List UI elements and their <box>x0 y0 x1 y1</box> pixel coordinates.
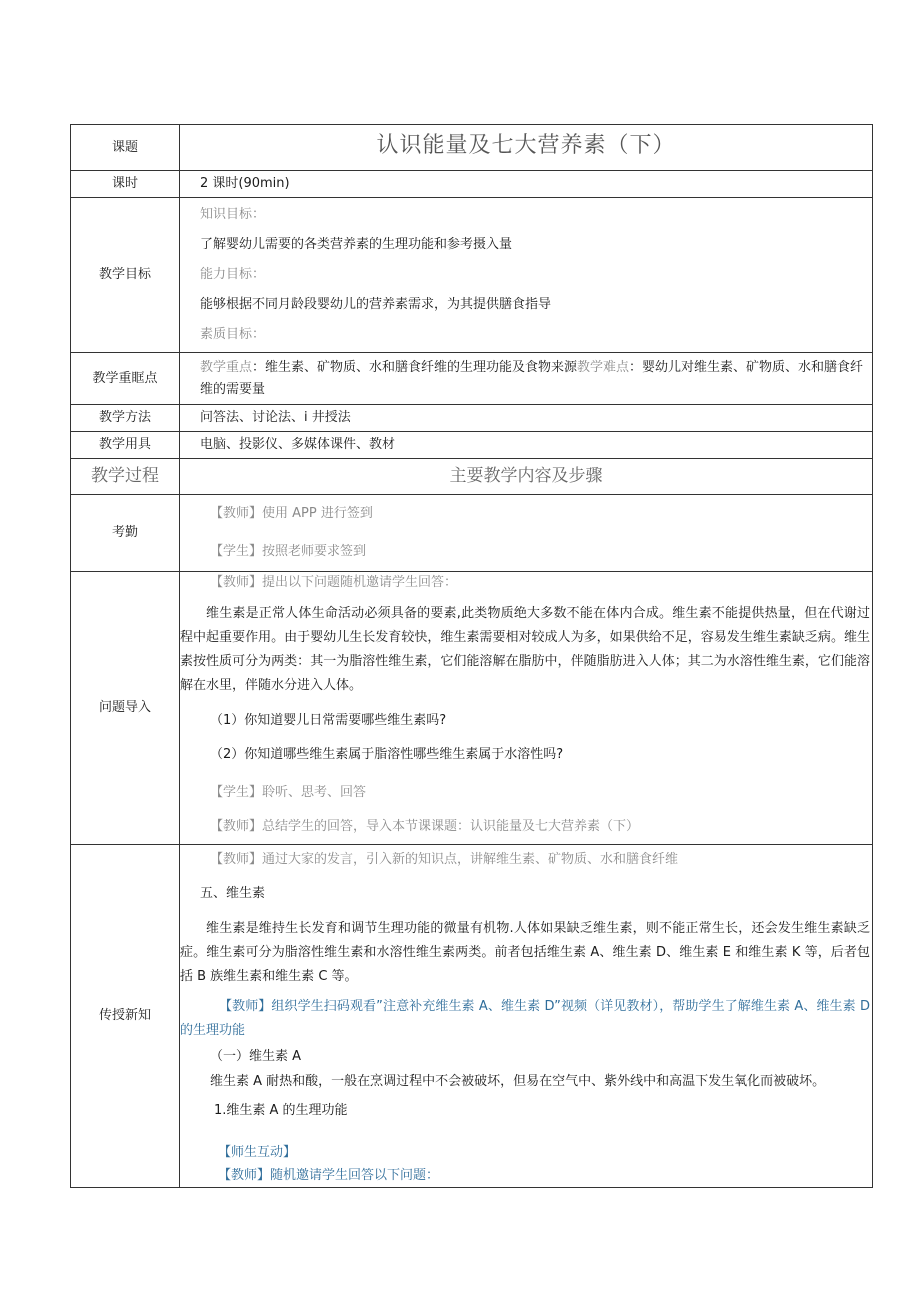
focus-text: ：维生素、矿物质、水和膳食纤维的生理功能及食物来源 <box>252 359 578 375</box>
quality-heading: 素质目标： <box>200 327 266 342</box>
lesson-plan-table <box>70 124 873 1188</box>
function-title: 1.维生素 A 的生理功能 <box>214 1103 348 1118</box>
hours-value: 2 课时(90min) <box>180 171 873 198</box>
process-header-right: 主要教学内容及步骤 <box>449 465 603 486</box>
teacher-video: 【教师】组织学生扫码观看”注意补充维生素 A、维生素 D”视频（详见教材），帮助学生了解维生素 A、维生素 D 的生理功能 <box>180 999 870 1038</box>
process-header-row <box>71 459 873 495</box>
subsection-vitamin-a: （一）维生素 A <box>210 1049 302 1064</box>
ability-heading: 能力目标： <box>200 267 266 282</box>
tools-row <box>71 432 873 459</box>
intro-teacher-prompt: 【教师】提出以下问题随机邀请学生回答： <box>210 575 458 590</box>
topic-label: 课题 <box>71 125 180 171</box>
new-teacher-intro: 【教师】通过大家的发言，引入新的知识点，讲解维生素、矿物质、水和膳食纤维 <box>210 852 679 867</box>
new-knowledge-label: 传授新知 <box>71 845 180 1188</box>
attendance-label: 考勤 <box>71 495 180 572</box>
intro-question-2: （2）你知道哪些维生素属于脂溶性哪些维生素属于水溶性吗? <box>210 747 564 762</box>
method-row <box>71 405 873 432</box>
process-header-left: 教学过程 <box>91 465 159 486</box>
hours-row <box>71 171 873 198</box>
topic-row <box>71 125 873 171</box>
attendance-student: 【学生】按照老师要求签到 <box>210 544 367 559</box>
vitamin-paragraph: 维生素是维持生长发育和调节生理功能的微量有机物.人体如果缺乏维生素，则不能正常生长，还会发生维生素缺乏症。维生素可分为脂溶性维生素和水溶性维生素两类。前者包括维生素 A、维生素 D、维生素 E 和维生素 K 等，后者包括 B 族维生素和维生素 C 等。 <box>180 921 870 984</box>
attendance-row <box>71 495 873 572</box>
ability-text: 能够根据不同月龄段婴幼儿的营养素需求，为其提供膳食指导 <box>200 297 552 312</box>
method-value: 问答法、讨论法、i 井授法 <box>180 405 873 432</box>
new-knowledge-row <box>71 845 873 1188</box>
vitamin-a-text: 维生素 A 耐热和酸，一般在烹调过程中不会被破坏，但易在空气中、紫外线中和高温下发生氧化而被破坏。 <box>210 1074 826 1089</box>
method-label: 教学方法 <box>71 405 180 432</box>
intro-question-1: （1）你知道婴儿日常需要哪些维生素吗? <box>210 713 447 728</box>
focus-heading: 教学重点 <box>200 359 253 375</box>
tools-label: 教学用具 <box>71 432 180 459</box>
knowledge-text: 了解婴幼儿需要的各类营养素的生理功能和参考摄入量 <box>200 237 513 252</box>
knowledge-heading: 知识目标： <box>200 207 266 222</box>
key-points-row <box>71 353 873 405</box>
hours-label: 课时 <box>71 171 180 198</box>
interaction-label: 【师生互动】 <box>218 1145 297 1160</box>
difficulty-text: ：婴幼儿对维生素、矿物质、水和膳食纤维的需要量 <box>200 359 864 397</box>
tools-value: 电脑、投影仪、多媒体课件、教材 <box>180 432 873 459</box>
intro-teacher-summary: 【教师】总结学生的回答，导入本节课课题：认识能量及七大营养素（下） <box>210 819 640 834</box>
intro-row <box>71 572 873 845</box>
topic-title: 认识能量及七大营养素（下） <box>376 133 676 158</box>
attendance-teacher: 【教师】使用 APP 进行签到 <box>210 506 373 521</box>
objectives-row <box>71 198 873 353</box>
objectives-label: 教学目标 <box>71 198 180 353</box>
section-title: 五、维生素 <box>200 886 266 901</box>
intro-paragraph: 维生素是正常人体生命活动必须具备的要素,此类物质绝大多数不能在体内合成。维生素不能提供热量，但在代谢过程中起重要作用。由于婴幼儿生长发育较快，维生素需要相对较成人为多，如果供给不足，容易发生维生素缺乏病。维生素按性质可分为两类：其一为脂溶性维生素，它们能溶解在脂肪中，伴随脂肪进入人体；其二为水溶性维生素，它们能溶解在水里，伴随水分进入人体。 <box>180 606 870 693</box>
intro-label: 问题导入 <box>71 572 180 845</box>
key-points-label: 教学重眶点 <box>71 353 180 405</box>
difficulty-heading: 教学难点 <box>577 359 630 375</box>
intro-student: 【学生】聆听、思考、回答 <box>210 785 367 800</box>
teacher-question: 【教师】随机邀请学生回答以下问题： <box>218 1168 440 1183</box>
